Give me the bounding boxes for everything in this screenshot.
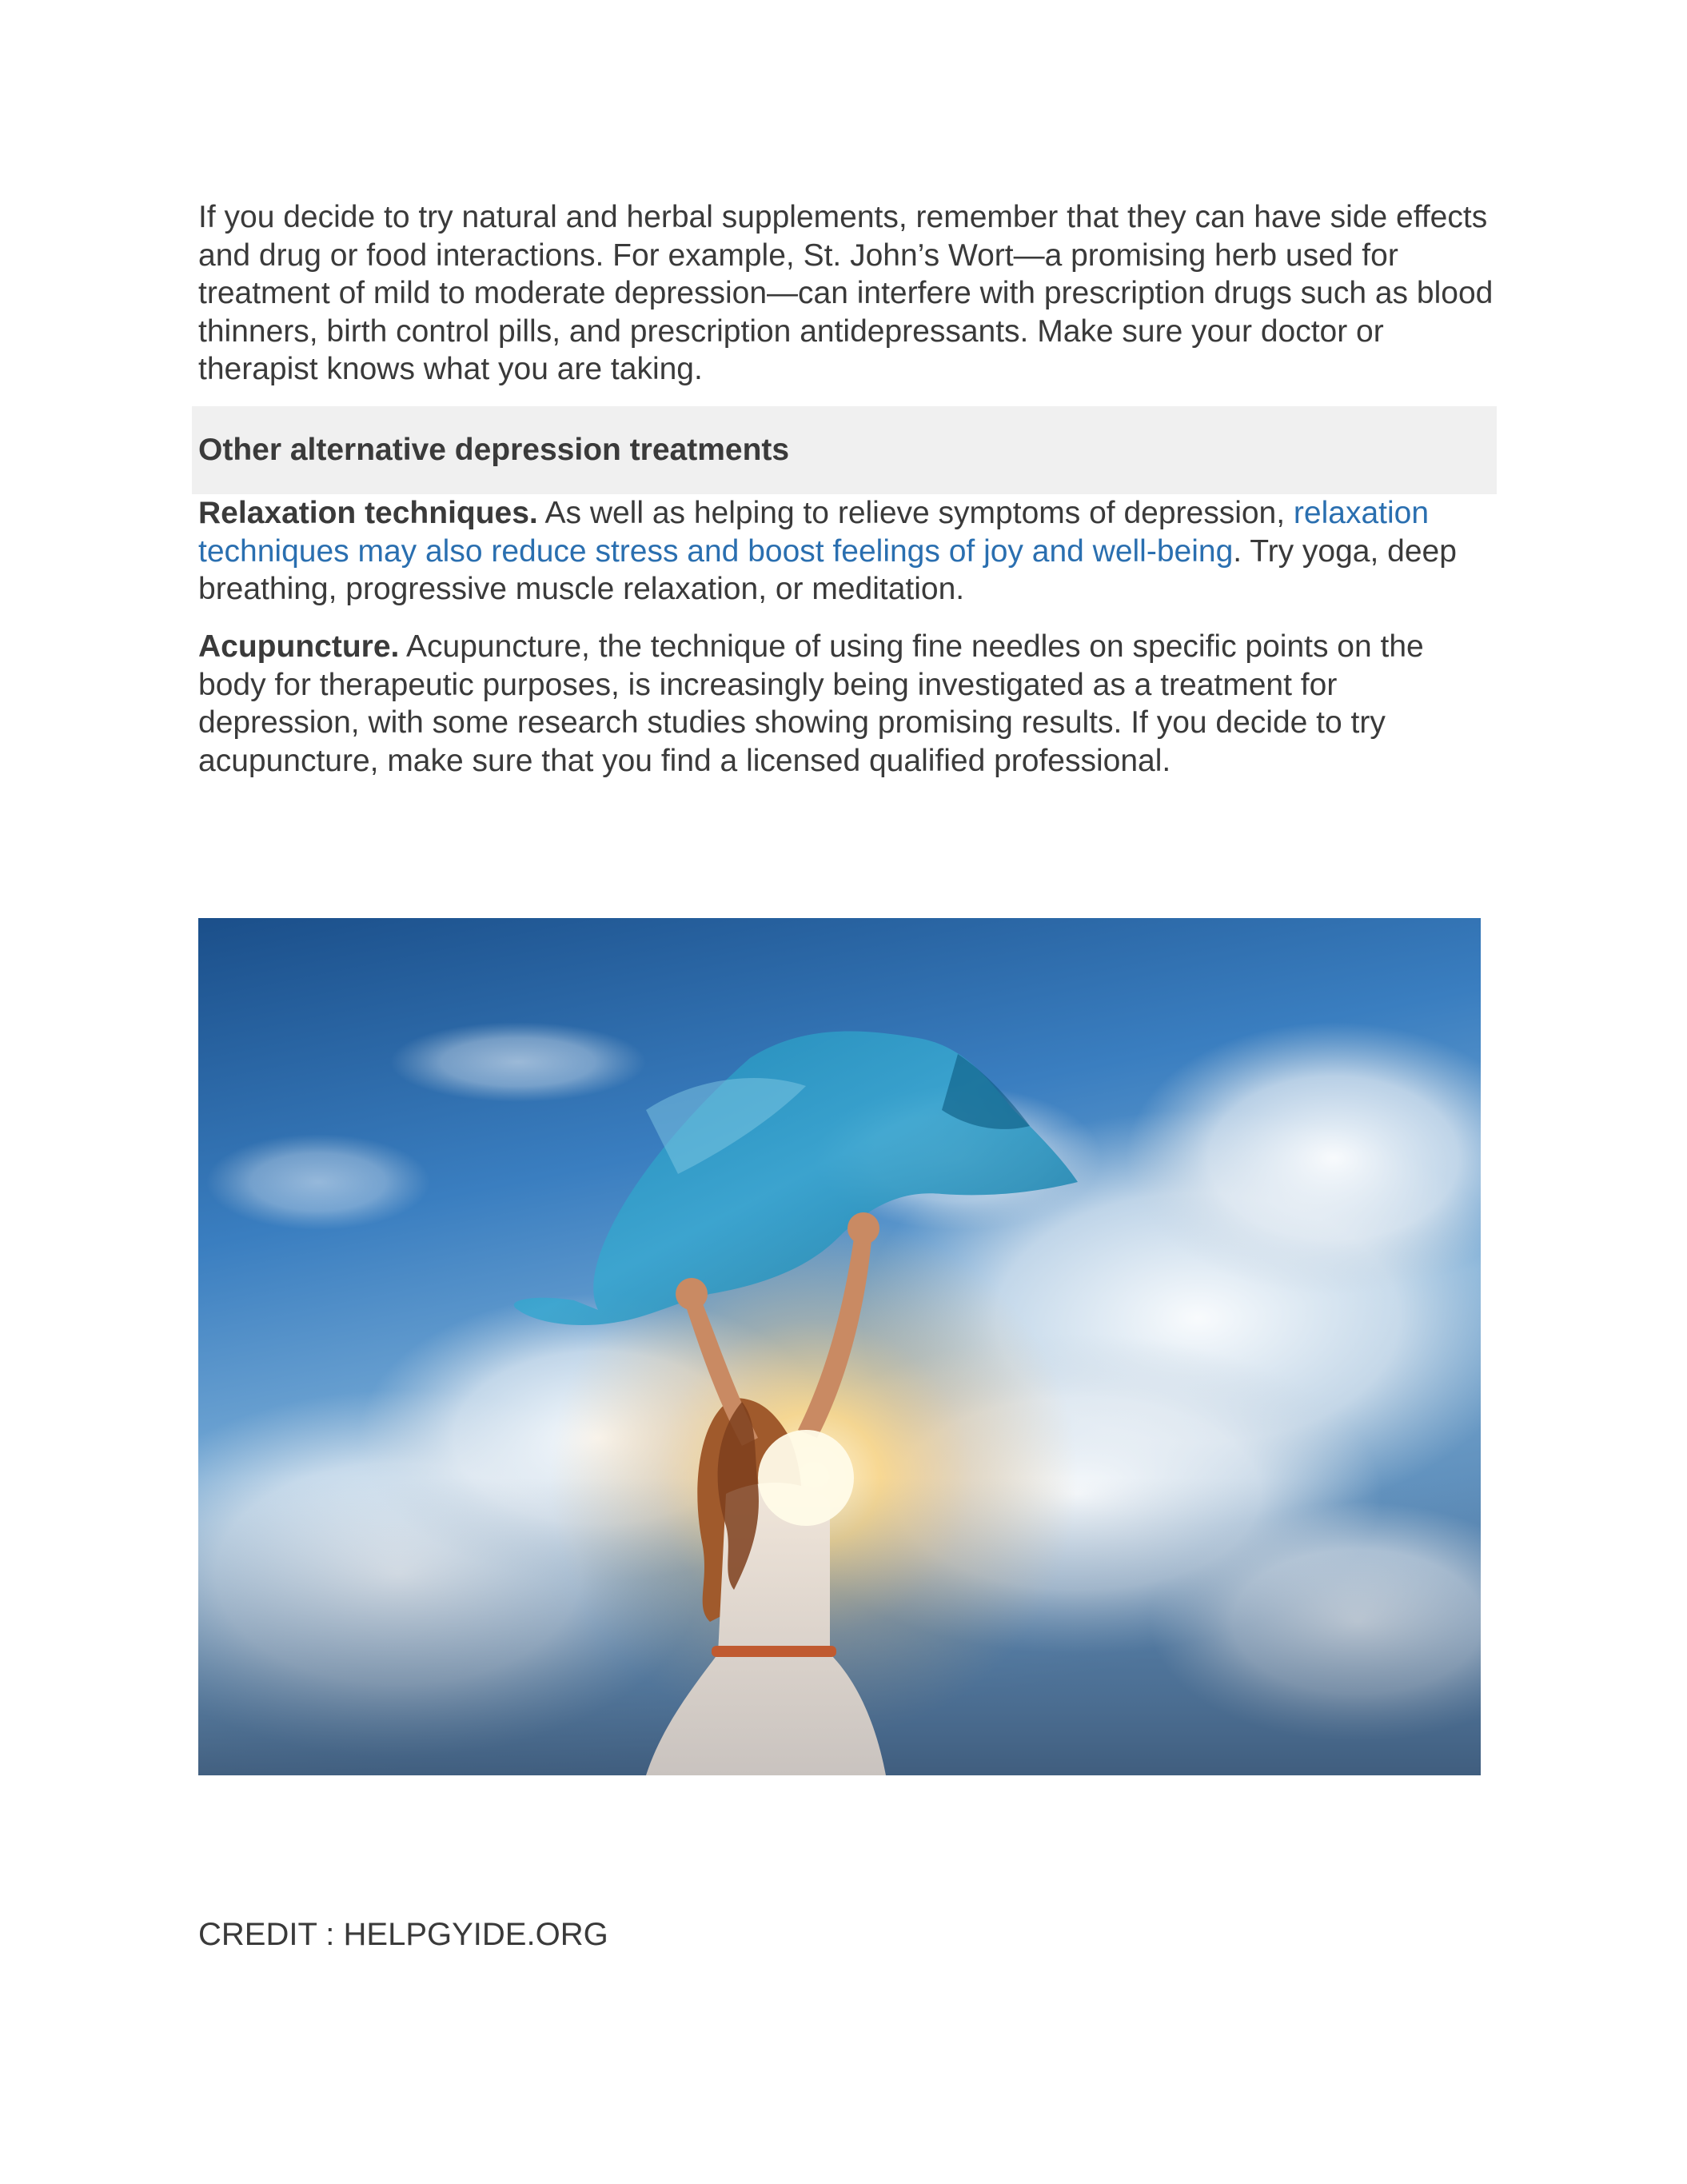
acupuncture-text: Acupuncture, the technique of using fine needles on specific points on the body for therapeutic purposes, is increasingly being investigated as a treatment for depression, with some research studies showing promising results. If you decide to try acupuncture, make sure that you find a licensed qualified professional. — [198, 629, 1424, 778]
relaxation-paragraph — [198, 494, 1494, 609]
section-heading-band — [192, 406, 1497, 494]
relaxation-lead: Relaxation techniques. — [198, 496, 538, 530]
relaxation-benefits-link[interactable]: relaxation techniques may also reduce stress and boost feelings of joy and well-being — [198, 496, 1430, 569]
section-heading: Other alternative depression treatments — [198, 433, 790, 467]
acupuncture-lead: Acupuncture. — [198, 629, 400, 664]
relaxation-text-end: . Try yoga, deep breathing, progressive muscle relaxation, or meditation. — [198, 533, 1457, 606]
credit-line: CREDIT : HELPGYIDE.ORG — [198, 1917, 608, 1952]
sky-scarf-photo — [198, 918, 1481, 1775]
acupuncture-paragraph — [198, 628, 1494, 780]
intro-paragraph: If you decide to try natural and herbal supplements, remember that they can have side effects and drug or food interactions. For example, St. John’s Wort—a promising herb used for treatment of mild to moderate depression—can interfere with prescription drugs such as blood thinners, birth control pills, and prescription antidepressants. Make sure your doctor or therapist knows what you are taking. — [198, 200, 1494, 386]
relaxation-text: As well as helping to relieve symptoms of depression, — [537, 496, 1294, 530]
